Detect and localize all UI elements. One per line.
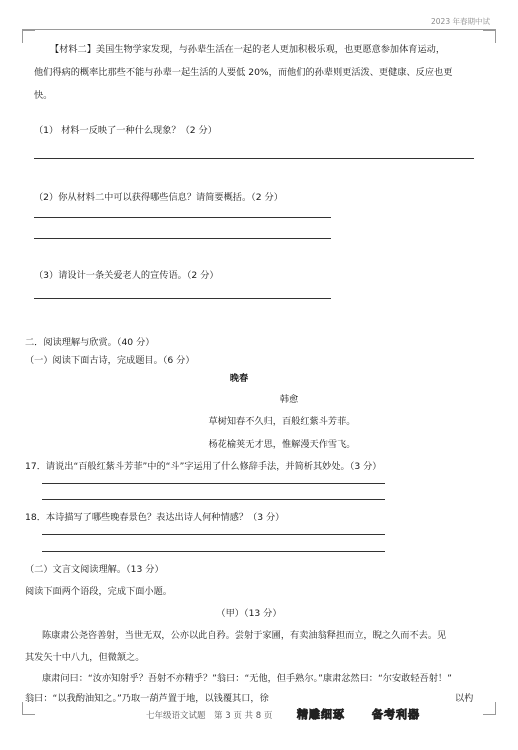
material2-line-2: 他们得病的概率比那些不能与孙辈一起生活的人要低 20%，而他们的孙辈则更活泼、更健康、反应也更 <box>34 67 453 78</box>
part2-title: （二）文言文阅读理解。（13 分） <box>25 564 164 575</box>
passage-line-4-end: 以杓 <box>455 693 474 704</box>
answer-line <box>34 238 331 239</box>
header-rule <box>22 29 496 30</box>
page-footer: 七年级语文试题 第 3 页 共 8 页 <box>146 711 273 721</box>
answer-line <box>34 158 474 159</box>
crop-mark-top-left <box>22 30 35 43</box>
material2-line-3: 快。 <box>34 90 53 101</box>
watermark-stamp-1: 精雕细琢 <box>297 708 345 721</box>
poem-line-1: 草树知春不久归，百般红紫斗芳菲。 <box>208 416 356 427</box>
passage-line-3: 康肃问曰：“汝亦知射乎？吾射不亦精乎？”翁曰：“无他，但手熟尔。”康肃忿然曰：“尔安敢轻吾射！” <box>42 673 452 684</box>
answer-line <box>42 534 385 535</box>
question-3: （3）请设计一条关爱老人的宣传语。（2 分） <box>34 270 219 281</box>
poem-title: 晚春 <box>229 373 249 384</box>
question-2: （2）你从材料二中可以获得哪些信息？请简要概括。（2 分） <box>34 192 283 203</box>
watermark-stamp-2: 备考利器 <box>372 708 420 721</box>
part2-intro: 阅读下面两个语段，完成下面小题。 <box>25 586 172 597</box>
passage-line-1: 陈康肃公尧咨善射，当世无双，公亦以此自矜。尝射于家圃，有卖油翁释担而立，睨之久而不去。见 <box>42 630 447 641</box>
poem-author: 韩愈 <box>279 394 299 405</box>
exam-header-label: 2023 年春期中试 <box>431 17 490 26</box>
crop-mark-top-right <box>483 30 496 43</box>
question-1: （1） 材料一反映了一种什么现象？（2 分） <box>34 125 217 136</box>
question-18: 18．本诗描写了哪些晚春景色？表达出诗人何种情感？（3 分） <box>25 512 285 523</box>
passage-line-2: 其发矢十中八九，但微颔之。 <box>25 652 145 663</box>
section2-title: 二．阅读理解与欣赏。（40 分） <box>25 337 155 348</box>
answer-line <box>34 298 331 299</box>
question-17: 17．请说出“百般红紫斗芳菲”中的“斗”字运用了什么修辞手法，并简析其妙处。（3 分） <box>25 461 382 472</box>
answer-line <box>42 499 385 500</box>
poem-line-2: 杨花榆荚无才思，惟解漫天作雪飞。 <box>208 439 356 450</box>
answer-line <box>42 551 385 552</box>
jia-title: （甲）（13 分） <box>216 608 282 619</box>
passage-line-4: 翁曰：“以我酌油知之。”乃取一葫芦置于地，以钱覆其口，徐 <box>25 693 269 704</box>
answer-line <box>34 217 331 218</box>
part1-title: （一）阅读下面古诗，完成题目。（6 分） <box>25 355 195 366</box>
crop-mark-bottom-right <box>483 702 496 715</box>
answer-line <box>42 483 385 484</box>
material2-line-1: 【材料二】美国生物学家发现，与孙辈生活在一起的老人更加积极乐观，也更愿意参加体育运动， <box>50 44 446 55</box>
